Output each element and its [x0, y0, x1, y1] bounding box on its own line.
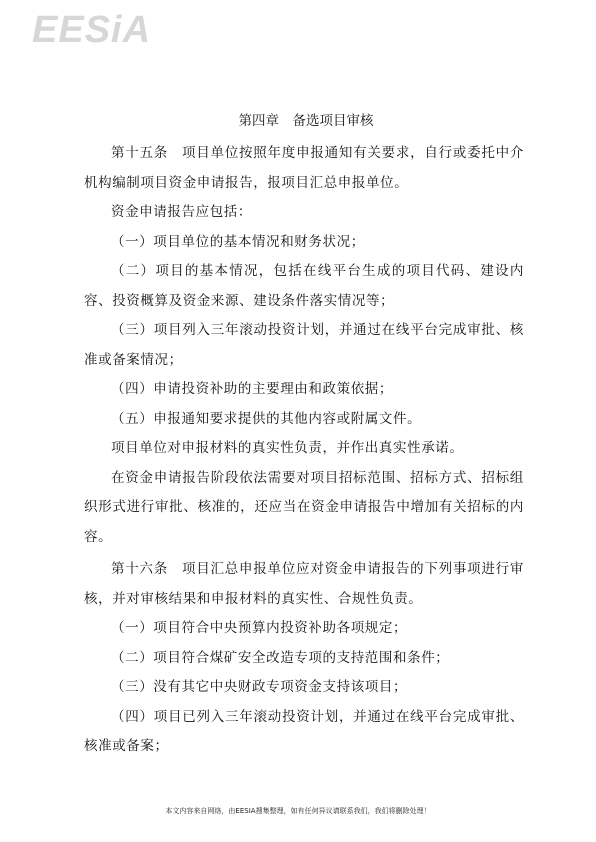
article-16-item-2: （二）项目符合煤矿安全改造专项的支持范围和条件；	[111, 649, 450, 666]
footer-notice: 本文内容来自网络，由EESIA搜集整理，如有任何异议请联系我们，我们将删除处理！	[165, 807, 431, 815]
article-15	[84, 139, 524, 198]
article-15-contents-intro: 资金申请报告应包括：	[111, 204, 252, 220]
article-15-item-5: （五）申报通知要求提供的其他内容或附属文件。	[111, 410, 422, 427]
document-body	[84, 139, 524, 762]
eesia-logo: EESiA	[32, 9, 152, 51]
article-16-label: 第十六条	[111, 561, 169, 577]
article-16-item-3: （三）没有其它中央财政专项资金支持该项目；	[111, 679, 408, 695]
article-15-label: 第十五条	[111, 145, 169, 161]
article-15-item-2: （二）项目的基本情况，包括在线平台生成的项目代码、建设内容、投资概算及资金来源、建设条件落实情况等；	[84, 263, 524, 309]
article-16-item-1: （一）项目符合中央预算内投资补助各项规定；	[111, 620, 408, 636]
article-15-responsibility: 项目单位对申报材料的真实性负责，并作出真实性承诺。	[111, 440, 464, 456]
article-16-text: 项目汇总申报单位应对资金申请报告的下列事项进行审核，并对审核结果和申报材料的真实性、合规性负责。	[84, 561, 524, 607]
chapter-title: 第四章 备选项目审核	[238, 113, 374, 129]
article-15-tender: 在资金申请报告阶段依法需要对项目招标范围、招标方式、招标组织形式进行审批、核准的，还应当在资金申请报告中增加有关招标的内容。	[84, 469, 524, 545]
article-15-item-3: （三）项目列入三年滚动投资计划，并通过在线平台完成审批、核准或备案情况；	[84, 322, 524, 368]
article-15-item-1: （一）项目单位的基本情况和财务状况；	[111, 233, 365, 250]
article-15-text: 项目单位按照年度申报通知有关要求，自行或委托中介机构编制项目资金申请报告，报项目汇总申报单位。	[84, 145, 524, 191]
article-16-item-4: （四）项目已列入三年滚动投资计划，并通过在线平台完成审批、核准或备案；	[84, 708, 524, 754]
article-16	[84, 555, 524, 614]
article-15-item-4: （四）申请投资补助的主要理由和政策依据；	[111, 381, 393, 397]
